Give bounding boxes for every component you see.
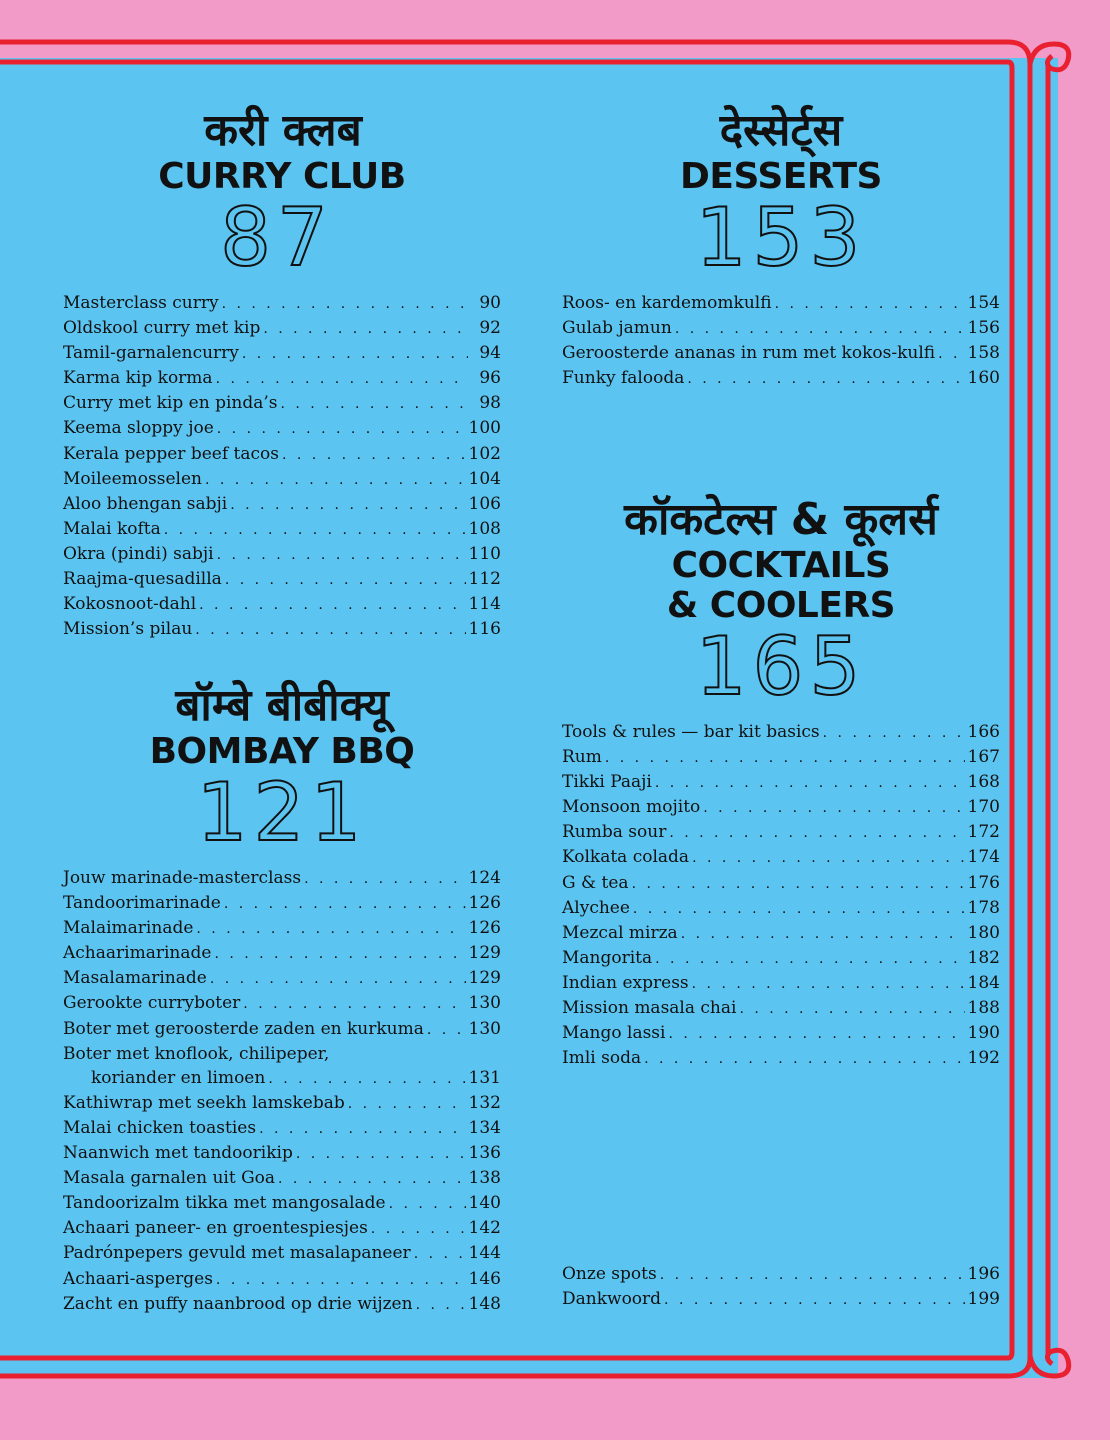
toc-leader-dots — [632, 872, 965, 896]
toc-entry-title: Malai kofta — [63, 518, 161, 539]
toc-entry-title: Boter met knoflook, chilipeper, — [63, 1043, 330, 1064]
toc-entry — [562, 316, 1000, 341]
toc-entry-title: Funky falooda — [562, 368, 685, 389]
toc-entry-title: koriander en limoen — [91, 1067, 266, 1088]
toc-leader-dots — [633, 897, 965, 921]
toc-entry-page: 110 — [468, 543, 501, 564]
toc-entry-title: Masterclass curry — [63, 293, 219, 313]
toc-entry-page: 196 — [967, 1264, 1000, 1284]
toc-leader-dots — [655, 771, 965, 795]
toc-entry — [63, 517, 501, 542]
toc-entry-title: Padrónpepers gevuld met masalapaneer — [63, 1243, 411, 1264]
toc-entry-page: 180 — [967, 922, 1000, 943]
toc-entry-title: Keema sloppy joe — [63, 418, 214, 439]
toc-leader-dots — [687, 367, 964, 391]
toc-entry — [562, 770, 1000, 795]
toc-entry-title: Rum — [562, 747, 602, 768]
toc-leader-dots — [681, 922, 965, 946]
toc-entry-title: Gerookte curryboter — [63, 993, 241, 1014]
toc-entry — [63, 316, 501, 341]
toc-leader-dots — [263, 317, 468, 341]
toc-entry-page: 178 — [967, 897, 1000, 918]
toc-entry — [562, 820, 1000, 845]
toc-entry — [63, 416, 501, 441]
section-page-number: 87 — [220, 191, 334, 284]
toc-entry-title: Rumba sour — [562, 822, 667, 843]
toc-entry-page: 140 — [468, 1193, 501, 1214]
toc-entry — [63, 1116, 501, 1141]
toc-entry-page: 138 — [468, 1168, 501, 1189]
toc-entry-page: 156 — [967, 318, 1000, 339]
toc-entry — [63, 1191, 501, 1216]
toc-entry — [562, 871, 1000, 896]
toc-entry-title: Malai chicken toasties — [63, 1117, 257, 1138]
toc-entry-title: Masala garnalen uit Goa — [63, 1168, 276, 1189]
toc-leader-dots — [655, 947, 964, 971]
toc-entry-title: Mission’s pilau — [63, 619, 193, 640]
toc-entry-title: Gulab jamun — [562, 318, 672, 339]
toc-entry-page: 144 — [468, 1243, 501, 1264]
toc-entry-page: 129 — [468, 968, 501, 989]
toc-entry — [562, 720, 1000, 745]
toc-entry — [63, 1066, 501, 1091]
toc-entry — [562, 1021, 1000, 1046]
toc-entry-page: 134 — [468, 1117, 501, 1138]
toc-entry-title: Boter met geroosterde zaden en kurkuma — [63, 1018, 424, 1039]
toc-entry-title: Dankwoord — [562, 1289, 662, 1310]
toc-entry-page: 158 — [967, 343, 1000, 364]
toc-entry-page: 199 — [967, 1289, 1000, 1310]
toc-entry-title: Indian express — [562, 972, 689, 993]
toc-list — [63, 291, 501, 642]
toc-entry — [63, 991, 501, 1016]
toc-entry-title: Achaari paneer- en groentespiesjes — [63, 1218, 368, 1239]
toc-entry-page: 168 — [967, 772, 1000, 793]
toc-entry-title: Oldskool curry met kip — [63, 318, 261, 339]
toc-entry-page: 126 — [468, 893, 501, 914]
toc-entry — [562, 1046, 1000, 1071]
toc-entry — [562, 921, 1000, 946]
section-page-number: 121 — [196, 766, 368, 859]
toc-entry-title: Tamil-garnalencurry — [63, 343, 239, 364]
toc-leader-dots — [416, 1293, 466, 1317]
toc-entry — [63, 567, 501, 592]
toc-entry-title: Monsoon mojito — [562, 797, 701, 818]
section-page-number: 165 — [695, 620, 867, 713]
toc-leader-dots — [668, 1022, 964, 1046]
toc-entry-title: Okra (pindi) sabji — [63, 543, 214, 564]
toc-entry — [562, 845, 1000, 870]
toc-entry-page: 148 — [468, 1293, 501, 1314]
section-bombay-bbq — [63, 680, 501, 1317]
toc-entry-page: 130 — [468, 1018, 501, 1039]
toc-entry-title: Mission masala chai — [562, 998, 737, 1019]
section-appendix — [562, 1262, 1000, 1312]
toc-entry-title: Achaarimarinade — [63, 943, 212, 964]
toc-leader-dots — [217, 417, 466, 441]
toc-entry — [562, 1287, 1000, 1312]
toc-entry-page: 108 — [468, 518, 501, 539]
section-desserts — [562, 105, 1000, 391]
toc-entry — [63, 467, 501, 492]
toc-entry-title: Tandoorizalm tikka met mangosalade — [63, 1193, 386, 1214]
section-title-line2: & COOLERS — [666, 585, 896, 626]
toc-entry — [562, 1262, 1000, 1287]
toc-entry-page: 136 — [468, 1143, 501, 1164]
section-title: DESSERTS — [680, 156, 882, 197]
toc-entry — [63, 366, 501, 391]
toc-entry — [562, 946, 1000, 971]
toc-leader-dots — [703, 796, 964, 820]
toc-leader-dots — [660, 1263, 965, 1287]
toc-entry-title: Onze spots — [562, 1264, 657, 1284]
toc-entry — [562, 291, 1000, 316]
toc-entry-title: Malaimarinade — [63, 918, 194, 939]
toc-leader-dots — [216, 367, 468, 391]
toc-leader-dots — [644, 1047, 964, 1071]
toc-entry — [63, 341, 501, 366]
toc-leader-dots — [217, 543, 466, 567]
toc-leader-dots — [222, 292, 468, 316]
toc-entry — [562, 745, 1000, 770]
toc-entry — [63, 391, 501, 416]
toc-entry-page: 167 — [967, 747, 1000, 768]
toc-entry — [63, 1091, 501, 1116]
toc-entry — [63, 617, 501, 642]
toc-entry-page: 190 — [967, 1023, 1000, 1044]
toc-entry-title: Moileemosselen — [63, 468, 202, 489]
toc-leader-dots — [296, 1142, 466, 1166]
toc-entry-page: 96 — [479, 368, 501, 389]
toc-entry-page: 166 — [967, 722, 1000, 742]
toc-leader-dots — [195, 618, 465, 642]
toc-entry — [562, 366, 1000, 391]
section-cocktails-coolers — [562, 494, 1000, 1071]
toc-entry-page: 92 — [479, 318, 501, 339]
toc-entry-title: Masalamarinade — [63, 968, 207, 989]
toc-list — [562, 1262, 1000, 1312]
toc-entry-page: 176 — [967, 872, 1000, 893]
toc-leader-dots — [427, 1018, 466, 1042]
toc-leader-dots — [664, 1288, 965, 1312]
toc-entry-title: Kokosnoot-dahl — [63, 594, 197, 615]
section-title: CURRY CLUB — [158, 156, 406, 197]
toc-entry — [63, 291, 501, 316]
toc-leader-dots — [414, 1242, 466, 1266]
toc-leader-dots — [692, 846, 964, 870]
toc-entry-page: 160 — [967, 368, 1000, 389]
toc-entry — [63, 966, 501, 991]
toc-entry-page: 184 — [967, 972, 1000, 993]
toc-entry — [63, 1042, 501, 1066]
toc-leader-dots — [230, 493, 465, 517]
toc-entry-title: Mangorita — [562, 947, 653, 968]
toc-entry — [63, 1216, 501, 1241]
toc-entry — [63, 542, 501, 567]
toc-leader-dots — [739, 997, 964, 1021]
toc-entry — [63, 1292, 501, 1317]
toc-entry-title: Aloo bhengan sabji — [63, 493, 228, 514]
toc-entry — [63, 492, 501, 517]
toc-entry-page: 100 — [468, 418, 501, 439]
section-hindi-title: कॉकटेल्स & कूलर्स — [624, 494, 938, 545]
toc-entry — [63, 1017, 501, 1042]
toc-entry-page: 182 — [967, 947, 1000, 968]
section-hindi-title: करी क्लब — [204, 105, 362, 156]
toc-leader-dots — [225, 568, 466, 592]
toc-entry-title: Tikki Paaji — [562, 772, 652, 793]
toc-entry-page: 126 — [468, 918, 501, 939]
toc-leader-dots — [280, 392, 468, 416]
toc-entry-title: Curry met kip en pinda’s — [63, 393, 278, 414]
toc-leader-dots — [282, 443, 466, 467]
toc-entry-page: 114 — [468, 594, 501, 615]
toc-entry-title: Mezcal mirza — [562, 922, 678, 943]
section-hindi-title: बॉम्बे बीबीक्यू — [175, 680, 389, 731]
toc-entry-page: 94 — [479, 343, 501, 364]
toc-entry-page: 146 — [468, 1268, 501, 1289]
toc-entry-page: 131 — [468, 1067, 501, 1088]
toc-entry — [562, 971, 1000, 996]
toc-entry — [63, 866, 501, 891]
toc-entry-page: 172 — [967, 822, 1000, 843]
toc-leader-dots — [692, 972, 965, 996]
toc-entry-title: Raajma-quesadilla — [63, 569, 222, 590]
toc-leader-dots — [242, 342, 468, 366]
toc-entry-page: 192 — [967, 1048, 1000, 1069]
toc-entry-page: 98 — [479, 393, 501, 414]
toc-entry-title: Kathiwrap met seekh lamskebab — [63, 1092, 345, 1113]
toc-entry — [63, 1267, 501, 1292]
toc-leader-dots — [304, 867, 465, 891]
toc-entry-title: Mango lassi — [562, 1023, 666, 1044]
toc-entry — [63, 941, 501, 966]
toc-entry — [63, 442, 501, 467]
toc-entry-title: Imli soda — [562, 1048, 642, 1069]
toc-list — [562, 291, 1000, 391]
toc-leader-dots — [199, 593, 465, 617]
toc-entry-title: Jouw marinade-masterclass — [63, 868, 302, 888]
toc-entry-title: Naanwich met tandoorikip — [63, 1143, 293, 1164]
toc-entry-title: G & tea — [562, 872, 629, 893]
toc-entry-title: Alychee — [562, 897, 630, 918]
toc-entry — [63, 891, 501, 916]
toc-entry-page: 90 — [479, 293, 501, 313]
toc-leader-dots — [605, 746, 965, 770]
toc-leader-dots — [371, 1217, 466, 1241]
toc-entry-title: Tandoorimarinade — [63, 893, 221, 914]
toc-leader-dots — [210, 967, 466, 991]
toc-entry-title: Tools & rules — bar kit basics — [562, 722, 820, 742]
toc-list — [562, 720, 1000, 1071]
toc-entry — [63, 592, 501, 617]
toc-entry — [63, 916, 501, 941]
toc-entry-page: 129 — [468, 943, 501, 964]
toc-entry-title: Kolkata colada — [562, 847, 690, 868]
toc-entry-title: Achaari-asperges — [63, 1268, 213, 1289]
toc-entry-page: 112 — [468, 569, 501, 590]
section-curry-club — [63, 105, 501, 642]
toc-entry — [562, 996, 1000, 1021]
toc-entry-page: 170 — [967, 797, 1000, 818]
section-title-line1: COCKTAILS — [671, 545, 891, 586]
toc-entry-title: Roos- en kardemomkulfi — [562, 293, 772, 313]
toc-leader-dots — [214, 942, 465, 966]
toc-entry-page: 188 — [967, 998, 1000, 1019]
toc-entry — [63, 1141, 501, 1166]
toc-entry-page: 174 — [967, 847, 1000, 868]
toc-entry — [63, 1241, 501, 1266]
toc-leader-dots — [164, 518, 466, 542]
toc-leader-dots — [389, 1192, 466, 1216]
section-hindi-title: देस्सेर्ट्स — [719, 105, 843, 156]
toc-leader-dots — [224, 892, 466, 916]
toc-entry-page: 154 — [967, 293, 1000, 313]
toc-entry-title: Zacht en puffy naanbrood op drie wijzen — [63, 1293, 413, 1314]
toc-leader-dots — [823, 721, 965, 745]
toc-entry-title: Geroosterde ananas in rum met kokos-kulfi — [562, 343, 936, 364]
toc-leader-dots — [205, 468, 466, 492]
toc-leader-dots — [196, 917, 465, 941]
toc-leader-dots — [259, 1117, 465, 1141]
toc-entry — [562, 795, 1000, 820]
toc-entry-title: Karma kip korma — [63, 368, 213, 389]
toc-leader-dots — [348, 1092, 466, 1116]
toc-entry-page: 132 — [468, 1092, 501, 1113]
toc-list — [63, 866, 501, 1317]
toc-entry-page: 106 — [468, 493, 501, 514]
toc-entry-title: Kerala pepper beef tacos — [63, 443, 279, 464]
toc-leader-dots — [675, 317, 965, 341]
toc-entry-page: 124 — [468, 868, 501, 888]
toc-leader-dots — [938, 342, 964, 366]
toc-leader-dots — [216, 1268, 466, 1292]
toc-leader-dots — [243, 992, 465, 1016]
toc-entry — [562, 896, 1000, 921]
toc-leader-dots — [669, 821, 964, 845]
toc-entry — [562, 341, 1000, 366]
toc-entry — [63, 1166, 501, 1191]
toc-entry-page: 130 — [468, 993, 501, 1014]
toc-entry-page: 104 — [468, 468, 501, 489]
toc-entry-page: 142 — [468, 1218, 501, 1239]
toc-leader-dots — [268, 1067, 465, 1091]
section-page-number: 153 — [695, 191, 867, 284]
toc-entry-page: 102 — [468, 443, 501, 464]
section-title: BOMBAY BBQ — [149, 731, 415, 772]
toc-entry-page: 116 — [468, 619, 501, 640]
toc-leader-dots — [775, 292, 965, 316]
toc-leader-dots — [278, 1167, 466, 1191]
